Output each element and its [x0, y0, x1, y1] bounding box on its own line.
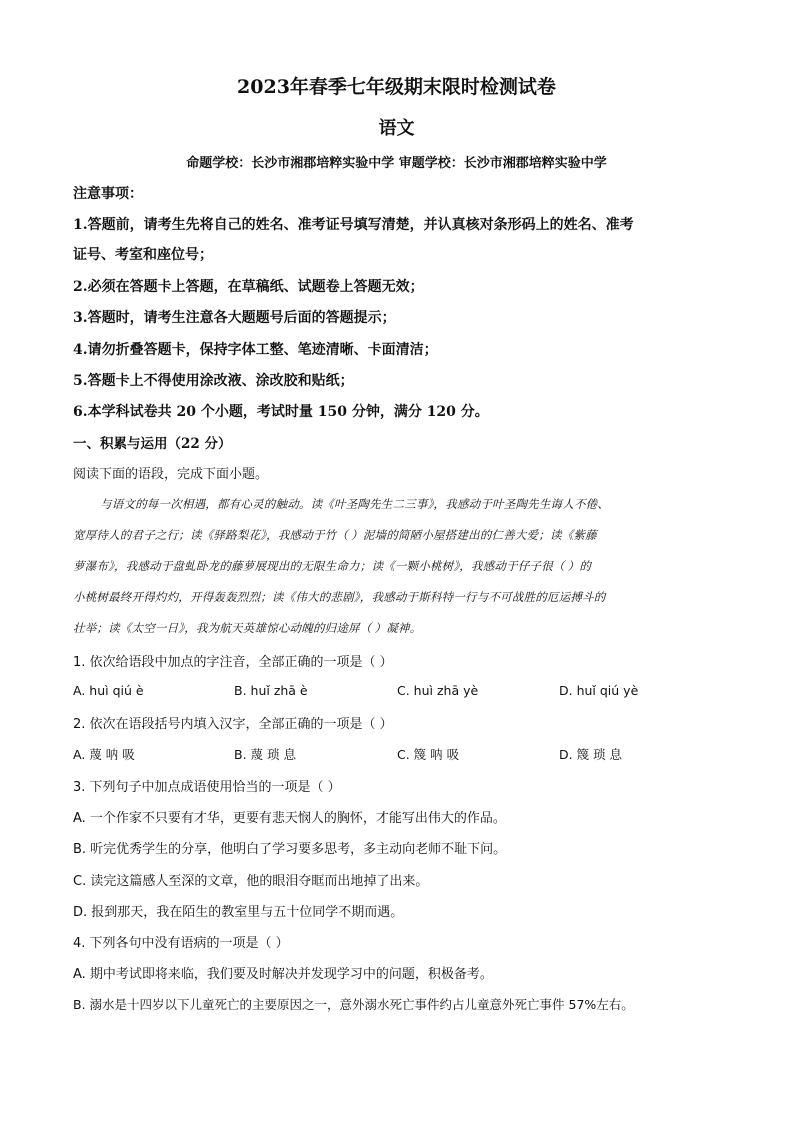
notes-item: 证号、考室和座位号； — [73, 247, 213, 263]
option-c: C. huì zhā yè — [397, 683, 479, 698]
school-info: 命题学校：长沙市湘郡培粹实验中学 审题学校：长沙市湘郡培粹实验中学 — [186, 156, 607, 171]
passage-line: 萝瀑布》，我感动于盘虬卧龙的藤萝展现出的无限生命力；读《一颗小桃树》，我感动于仔子很（ ）的 — [73, 561, 592, 573]
option-d: D. 篾 琐 息 — [559, 747, 623, 762]
option-c: C. 篾 呐 吸 — [397, 747, 460, 762]
notes-heading: 注意事项： — [73, 186, 143, 202]
subject-title: 语文 — [378, 118, 415, 139]
passage-line: 与语文的每一次相遇，都有心灵的触动。读《叶圣陶先生二三事》，我感动于叶圣陶先生诲人不倦、 — [100, 499, 610, 511]
notes-item: 4.请勿折叠答题卡，保持字体工整、笔迹清晰、卡面清洁； — [73, 342, 438, 358]
question-stem: 2. 依次在语段括号内填入汉字，全部正确的一项是（ ） — [73, 717, 393, 732]
option-line: A. 期中考试即将来临，我们要及时解决并发现学习中的问题，积极备考。 — [73, 967, 493, 982]
question-stem: 1. 依次给语段中加点的字注音，全部正确的一项是（ ） — [73, 655, 393, 670]
question-stem: 3. 下列句子中加点成语使用恰当的一项是（ ） — [73, 780, 341, 795]
option-b: B. 蔑 琐 息 — [234, 747, 296, 762]
notes-item: 2.必须在答题卡上答题，在草稿纸、试题卷上答题无效； — [73, 279, 424, 295]
option-line: B. 溺水是十四岁以下儿童死亡的主要原因之一，意外溺水死亡事件约占儿童意外死亡事件 57%左右。 — [73, 997, 634, 1012]
passage-line: 小桃树最终开得灼灼，开得轰轰烈烈；读《伟大的悲剧》，我感动于斯科特一行与不可战胜的厄运搏斗的 — [73, 592, 606, 604]
passage-line: 壮举；读《太空一日》，我为航天英雄惊心动魄的归途屏（ ）凝神。 — [73, 623, 422, 635]
option-a: A. 蔑 呐 吸 — [73, 747, 135, 762]
section-instruction: 阅读下面的语段，完成下面小题。 — [73, 467, 269, 482]
notes-item: 1.答题前，请考生先将自己的姓名、准考证号填写清楚，并认真核对条形码上的姓名、准考 — [73, 217, 634, 233]
option-b: B. huǐ zhā è — [234, 683, 308, 698]
notes-item: 3.答题时，请考生注意各大题题号后面的答题提示； — [73, 310, 396, 326]
page-title: 2023年春季七年级期末限时检测试卷 — [237, 76, 556, 98]
notes-item: 5.答题卡上不得使用涂改液、涂改胶和贴纸； — [73, 373, 354, 389]
option-a: A. huì qiú è — [73, 683, 144, 698]
passage-line: 宽厚待人的君子之行；读《驿路梨花》，我感动于竹（ ）泥墙的简陋小屋搭建出的仁善大爱；读《紫藤 — [73, 530, 597, 542]
option-line: B. 听完优秀学生的分享，他明白了学习要多思考，多主动向老师不耻下问。 — [73, 842, 507, 857]
option-line: C. 读完这篇感人至深的文章，他的眼泪夺眶而出地掉了出来。 — [73, 874, 429, 889]
option-line: D. 报到那天，我在陌生的教室里与五十位同学不期而遇。 — [73, 905, 404, 920]
question-stem: 4. 下列各句中没有语病的一项是（ ） — [73, 936, 289, 951]
option-d: D. huǐ qiú yè — [559, 683, 639, 698]
notes-item: 6.本学科试卷共 20 个小题，考试时量 150 分钟，满分 120 分。 — [73, 404, 489, 420]
section-heading: 一、积累与运用（22 分） — [73, 436, 232, 452]
option-line: A. 一个作家不只要有才华，更要有悲天悯人的胸怀，才能写出伟大的作品。 — [73, 811, 506, 826]
